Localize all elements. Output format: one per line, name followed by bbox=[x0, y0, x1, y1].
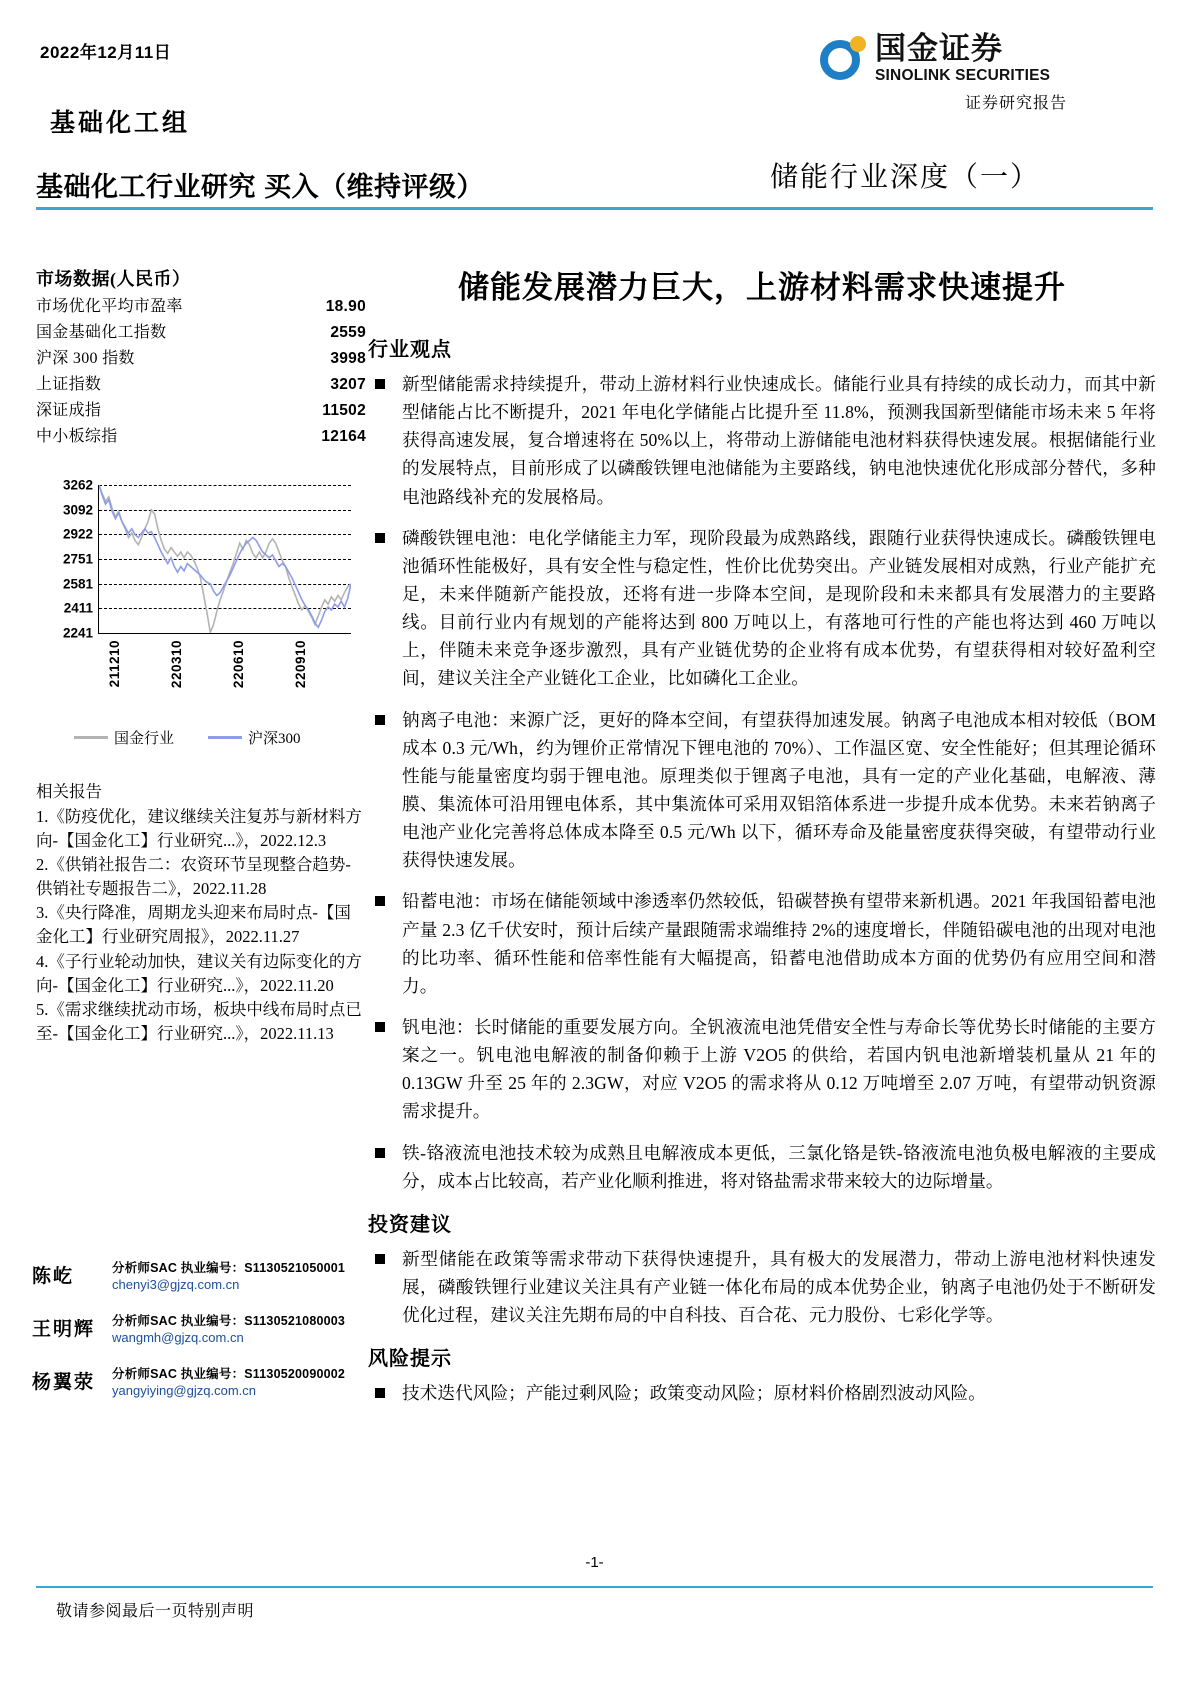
market-data-value: 18.90 bbox=[325, 298, 366, 315]
main-content bbox=[368, 262, 1156, 1420]
market-data-label: 中小板综指 bbox=[36, 427, 118, 445]
header-divider bbox=[36, 207, 1153, 210]
market-data-row bbox=[36, 346, 366, 372]
bullet-item bbox=[368, 1139, 1156, 1195]
analyst-entry bbox=[32, 1364, 372, 1398]
analyst-name: 杨翼荥 bbox=[32, 1372, 96, 1393]
section-heading: 风险提示 bbox=[368, 1348, 452, 1371]
chart-y-tick-label: 3262 bbox=[62, 477, 93, 493]
logo-square-shape bbox=[833, 53, 848, 68]
analyst-sac-number: 分析师SAC 执业编号：S1130521080003 bbox=[112, 1314, 346, 1328]
chart-y-tick-label: 2411 bbox=[63, 600, 93, 616]
related-reports-panel bbox=[36, 780, 366, 1046]
chart-legend-item bbox=[74, 727, 174, 748]
bullet-square-icon bbox=[368, 524, 402, 693]
bullet-item bbox=[368, 706, 1156, 875]
chart-legend-swatch bbox=[208, 736, 242, 739]
report-series-title: 储能行业深度（一） bbox=[770, 162, 1041, 193]
index-performance-chart bbox=[36, 477, 366, 760]
chart-y-tick-label: 2241 bbox=[62, 625, 93, 641]
analyst-email[interactable]: chenyi3@gjzq.com.cn bbox=[112, 1277, 240, 1292]
bullet-item bbox=[368, 370, 1156, 511]
bullet-square-icon bbox=[368, 1013, 402, 1126]
market-data-label: 上证指数 bbox=[36, 375, 102, 393]
chart-legend-label: 沪深300 bbox=[248, 731, 301, 747]
analyst-detail bbox=[112, 1364, 372, 1398]
bullet-text: 技术迭代风险；产能过剩风险；政策变动风险；原材料价格剧烈波动风险。 bbox=[402, 1383, 986, 1404]
content-sections bbox=[368, 333, 1156, 1407]
bullet-text: 铁-铬液流电池技术较为成熟且电解液成本更低，三氯化铬是铁-铬液流电池负极电解液的主要成分，成本占比较高，若产业化顺利推进，将对铬盐需求带来较大的边际增量。 bbox=[402, 1142, 1156, 1191]
bullet-text: 新型储能需求持续提升，带动上游材料行业快速成长。储能行业具有持续的成长动力，而其中新型储能占比不断提升，2021 年电化学储能占比提升至 11.8%，预测我国新型储能市场未来 5 年将获得高速发展，复合增速将在 50%以上，将带动上游储能电池材料获得快速发展。根据储能行业的发展特点，目前形成了以磷酸铁锂电池储能为主要路线，钠电池快速优化形成部分替代，多种电池路线补充的发展格局。 bbox=[402, 374, 1156, 507]
research-group-name: 基础化工组 bbox=[50, 110, 191, 137]
analyst-email[interactable]: yangyiying@gjzq.com.cn bbox=[112, 1383, 256, 1398]
analyst-list bbox=[32, 1258, 372, 1417]
report-date: 2022年12月11日 bbox=[40, 43, 172, 62]
market-data-row bbox=[36, 320, 366, 346]
analyst-entry bbox=[32, 1311, 372, 1345]
market-data-value: 12164 bbox=[321, 427, 366, 445]
bullet-text: 钠离子电池：来源广泛，更好的降本空间，有望获得加速发展。钠离子电池成本相对较低（BOM 成本 0.3 元/Wh，约为锂价正常情况下锂电池的 70%）、工作温区宽、安全性能好；但其理论循环性能与能量密度均弱于锂电池。原理类似于锂离子电池，具有一定的产业化基础，电解液、薄膜、集流体可沿用锂电体系，其中集流体可采用双铝箔体系进一步提升成本优势。未来若钠离子电池产业化完善将总体成本降至 0.5 元/Wh 以下，循环寿命及能量密度获得突破，有望带动行业获得快速发展。 bbox=[402, 709, 1156, 871]
logo-dot-shape bbox=[850, 36, 866, 52]
page-number: -1- bbox=[585, 1554, 604, 1571]
logo-text-cn: 国金证券 bbox=[875, 31, 1003, 66]
analyst-email[interactable]: wangmh@gjzq.com.cn bbox=[112, 1330, 244, 1345]
analyst-sac-number: 分析师SAC 执业编号：S1130520090002 bbox=[112, 1367, 346, 1381]
page-title: 储能发展潜力巨大，上游材料需求快速提升 bbox=[458, 270, 1066, 305]
chart-y-tick-label: 2581 bbox=[62, 576, 93, 592]
market-data-value: 11502 bbox=[322, 401, 366, 419]
analyst-detail bbox=[112, 1258, 372, 1292]
report-type-label: 证券研究报告 bbox=[965, 95, 1068, 112]
bullet-square-icon bbox=[368, 1245, 402, 1329]
sinolink-mark-icon bbox=[820, 36, 866, 82]
bullet-item bbox=[368, 1379, 1156, 1407]
bullet-item bbox=[368, 1013, 1156, 1126]
bullet-item bbox=[368, 887, 1156, 1000]
related-reports-list bbox=[36, 805, 366, 1046]
company-logo bbox=[820, 33, 1050, 85]
market-data-panel bbox=[36, 265, 366, 449]
footer-divider bbox=[36, 1586, 1153, 1588]
related-report-item[interactable]: 1.《防疫优化，建议继续关注复苏与新材料方向-【国金化工】行业研究...》，2022.12.3 bbox=[36, 807, 362, 851]
bullet-square-icon bbox=[368, 1139, 402, 1195]
chart-y-tick-label: 2922 bbox=[62, 526, 93, 542]
bullet-item bbox=[368, 524, 1156, 693]
related-reports-title: 相关报告 bbox=[36, 782, 102, 801]
chart-legend-swatch bbox=[74, 736, 108, 739]
bullet-square-icon bbox=[368, 887, 402, 1000]
market-data-title: 市场数据(人民币） bbox=[36, 269, 191, 289]
market-data-row bbox=[36, 372, 366, 398]
logo-text-en: SINOLINK SECURITIES bbox=[875, 67, 1051, 84]
bullet-text: 钒电池：长时储能的重要发展方向。全钒液流电池凭借安全性与寿命长等优势长时储能的主要方案之一。钒电池电解液的制备仰赖于上游 V2O5 的供给，若国内钒电池新增装机量从 21 年的 0.13GW 升至 25 年的 2.3GW，对应 V2O5 的需求将从 0.12 万吨增至 2.07 万吨，有望带动钒资源需求提升。 bbox=[402, 1016, 1156, 1122]
chart-x-tick-label: 211210 bbox=[107, 640, 122, 688]
chart-y-tick-label: 2751 bbox=[62, 551, 93, 567]
related-report-item[interactable]: 5.《需求继续扰动市场，板块中线布局时点已至-【国金化工】行业研究...》，2022.11.13 bbox=[36, 999, 362, 1043]
bullet-square-icon bbox=[368, 706, 402, 875]
analyst-name: 王明辉 bbox=[32, 1319, 96, 1340]
analyst-name: 陈屹 bbox=[32, 1266, 75, 1287]
chart-series-svg bbox=[99, 485, 351, 633]
market-data-value: 2559 bbox=[330, 323, 366, 341]
market-data-value: 3207 bbox=[330, 375, 366, 393]
market-data-label: 深证成指 bbox=[36, 401, 102, 419]
market-data-table bbox=[36, 294, 366, 449]
bullet-square-icon bbox=[368, 370, 402, 511]
related-report-item[interactable]: 3.《央行降准，周期龙头迎来布局时点-【国金化工】行业研究周报》，2022.11.27 bbox=[36, 903, 351, 947]
analyst-sac-number: 分析师SAC 执业编号：S1130521050001 bbox=[112, 1261, 346, 1275]
market-data-label: 沪深 300 指数 bbox=[36, 349, 135, 367]
market-data-row bbox=[36, 424, 366, 450]
chart-legend-item bbox=[208, 727, 301, 748]
section-heading: 行业观点 bbox=[368, 339, 452, 361]
analyst-detail bbox=[112, 1311, 372, 1345]
industry-rating-line: 基础化工行业研究 买入（维持评级） bbox=[36, 172, 485, 202]
chart-x-tick-label: 220610 bbox=[231, 640, 246, 689]
market-data-value: 3998 bbox=[330, 349, 366, 367]
analyst-entry bbox=[32, 1258, 372, 1292]
footer-note: 敬请参阅最后一页特别声明 bbox=[56, 1603, 255, 1620]
market-data-row bbox=[36, 294, 366, 320]
related-report-item[interactable]: 4.《子行业轮动加快，建议关有边际变化的方向-【国金化工】行业研究...》，2022.11.20 bbox=[36, 951, 362, 995]
bullet-item bbox=[368, 1245, 1156, 1329]
chart-series-line bbox=[99, 485, 351, 632]
related-report-item[interactable]: 2.《供销社报告二：农资环节呈现整合趋势-供销社专题报告二》，2022.11.28 bbox=[36, 855, 351, 899]
section-heading: 投资建议 bbox=[368, 1213, 452, 1236]
bullet-text: 铅蓄电池：市场在储能领域中渗透率仍然较低，铅碳替换有望带来新机遇。2021 年我国铅蓄电池产量 2.3 亿千伏安时，预计后续产量跟随需求端维持 2%的速度增长，伴随铅碳电池的出现对电池的比功率、循环性能和倍率性能有大幅提高，铅蓄电池借助成本方面的优势仍有应用空间和潜力。 bbox=[402, 891, 1156, 996]
chart-x-tick-label: 220310 bbox=[169, 640, 184, 689]
chart-x-tick-label: 220910 bbox=[293, 640, 308, 689]
bullet-square-icon bbox=[368, 1379, 402, 1407]
bullet-text: 磷酸铁锂电池：电化学储能主力军，现阶段最为成熟路线，跟随行业获得快速成长。磷酸铁锂电池循环性能极好，具有安全性与稳定性，性价比优势突出。产业链发展相对成熟，行业产能扩充足，未来伴随新产能投放，还将有进一步降本空间，是现阶段和未来都具有发展潜力的主要路线。目前行业内有规划的产能将达到 800 万吨以上，有落地可行性的产能也将达到 460 万吨以上，伴随未来竞争逐步激烈，具有产业链优势的企业将有成本优势，有望获得相对较好盈利空间，建议关注全产业链化工企业，比如磷化工企业。 bbox=[402, 527, 1156, 689]
market-data-label: 市场优化平均市盈率 bbox=[36, 298, 183, 315]
bullet-text: 新型储能在政策等需求带动下获得快速提升，具有极大的发展潜力，带动上游电池材料快速发展，磷酸铁锂行业建议关注具有产业链一体化布局的成本优势企业，钠离子电池仍处于不断研发优化过程，建议关注先期布局的中自科技、百合花、元力股份、七彩化学等。 bbox=[402, 1248, 1156, 1326]
chart-plot-area bbox=[62, 477, 351, 689]
market-data-label: 国金基础化工指数 bbox=[36, 323, 167, 341]
chart-legend bbox=[74, 727, 301, 748]
chart-y-tick-label: 3092 bbox=[62, 502, 93, 518]
chart-legend-label: 国金行业 bbox=[114, 731, 175, 747]
chart-series-line bbox=[99, 485, 351, 627]
market-data-row bbox=[36, 398, 366, 424]
